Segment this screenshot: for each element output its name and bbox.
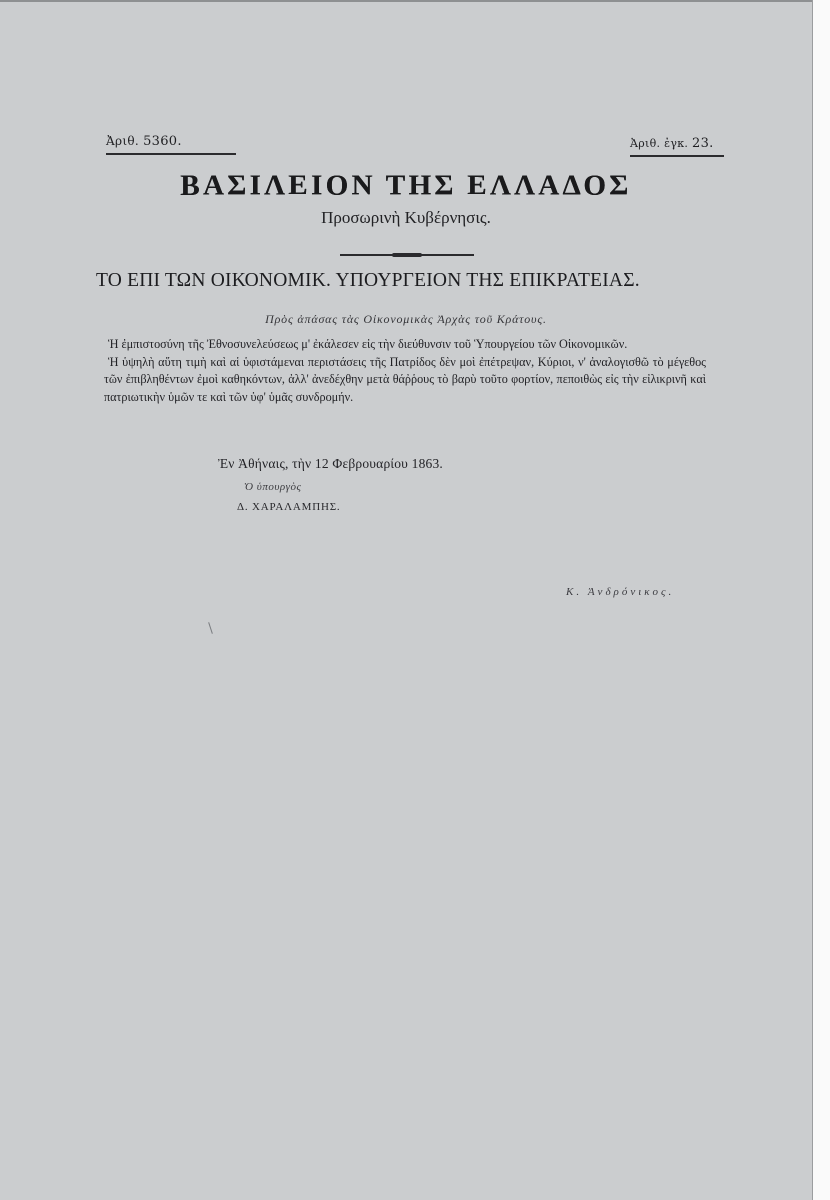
addressee-line: Πρὸς ἁπάσας τὰς Οἰκονομικὰς Ἀρχὰς τοῦ Κράτους. — [265, 312, 547, 326]
signer-name: Δ. ΧΑΡΑΛΑΜΠΗΣ. — [237, 501, 341, 513]
signer-role: Ὁ ὑπουργὸς — [244, 481, 302, 493]
handwritten-note: Κ. Ἀνδρόνικος. — [566, 586, 675, 598]
government-subtitle: Προσωρινὴ Κυβέρνησις. — [321, 208, 491, 227]
document-number — [106, 134, 236, 155]
document-number-value: 5360. — [143, 134, 182, 149]
page-top-edge — [0, 0, 812, 2]
body-paragraph-2: Ἡ ὑψηλὴ αὕτη τιμὴ καὶ αἱ ὑφιστάμεναι περιστάσεις τῆς Πατρίδος δὲν μοὶ ἐπέτρεψαν, Κύριοι, ν' ἀναλογισθῶ τὸ μέγεθος τῶν ἐπιβληθέντων ἐμοὶ καθηκόντων, ἀλλ' ἀνεδέχθην μετὰ θάῤῥους τὸ βαρὺ τοῦτο φορτίον, πεποιθὼς εἰς τὴν εἰλικρινῆ καὶ πατριωτικὴν ὑμῶν τε καὶ τῶν ὑφ' ὑμᾶς συνδρομήν. — [104, 354, 706, 404]
ornamental-divider — [340, 254, 474, 256]
document-number-prefix: Ἀριθ. — [106, 134, 139, 148]
body-paragraph-1: Ἡ ἐμπιστοσύνη τῆς Ἐθνοσυνελεύσεως μ' ἐκάλεσεν εἰς τὴν διεύθυνσιν τοῦ Ὑπουργείου τῶν Οἰκονομικῶν. — [108, 337, 628, 351]
circular-number — [630, 136, 724, 157]
letter-body — [104, 336, 706, 406]
circular-number-prefix: Ἀριθ. ἐγκ. — [630, 137, 689, 150]
kingdom-banner — [0, 170, 812, 201]
dateline: Ἐν Ἀθήναις, τὴν 12 Φεβρουαρίου 1863. — [218, 456, 443, 471]
ministry-heading: ΤΟ ΕΠΙ ΤΩΝ ΟΙΚΟΝΟΜΙΚ. ΥΠΟΥΡΓΕΙΟΝ ΤΗΣ ΕΠΙΚΡΑΤΕΙΑΣ. — [96, 270, 640, 291]
circular-number-value: 23. — [692, 136, 714, 151]
page-margin-edge — [812, 0, 830, 1200]
stray-mark — [208, 622, 213, 634]
kingdom-banner-text: ΒΑΣΙΛΕΙΟΝ ΤΗΣ ΕΛΛΑΔΟΣ — [180, 169, 632, 201]
